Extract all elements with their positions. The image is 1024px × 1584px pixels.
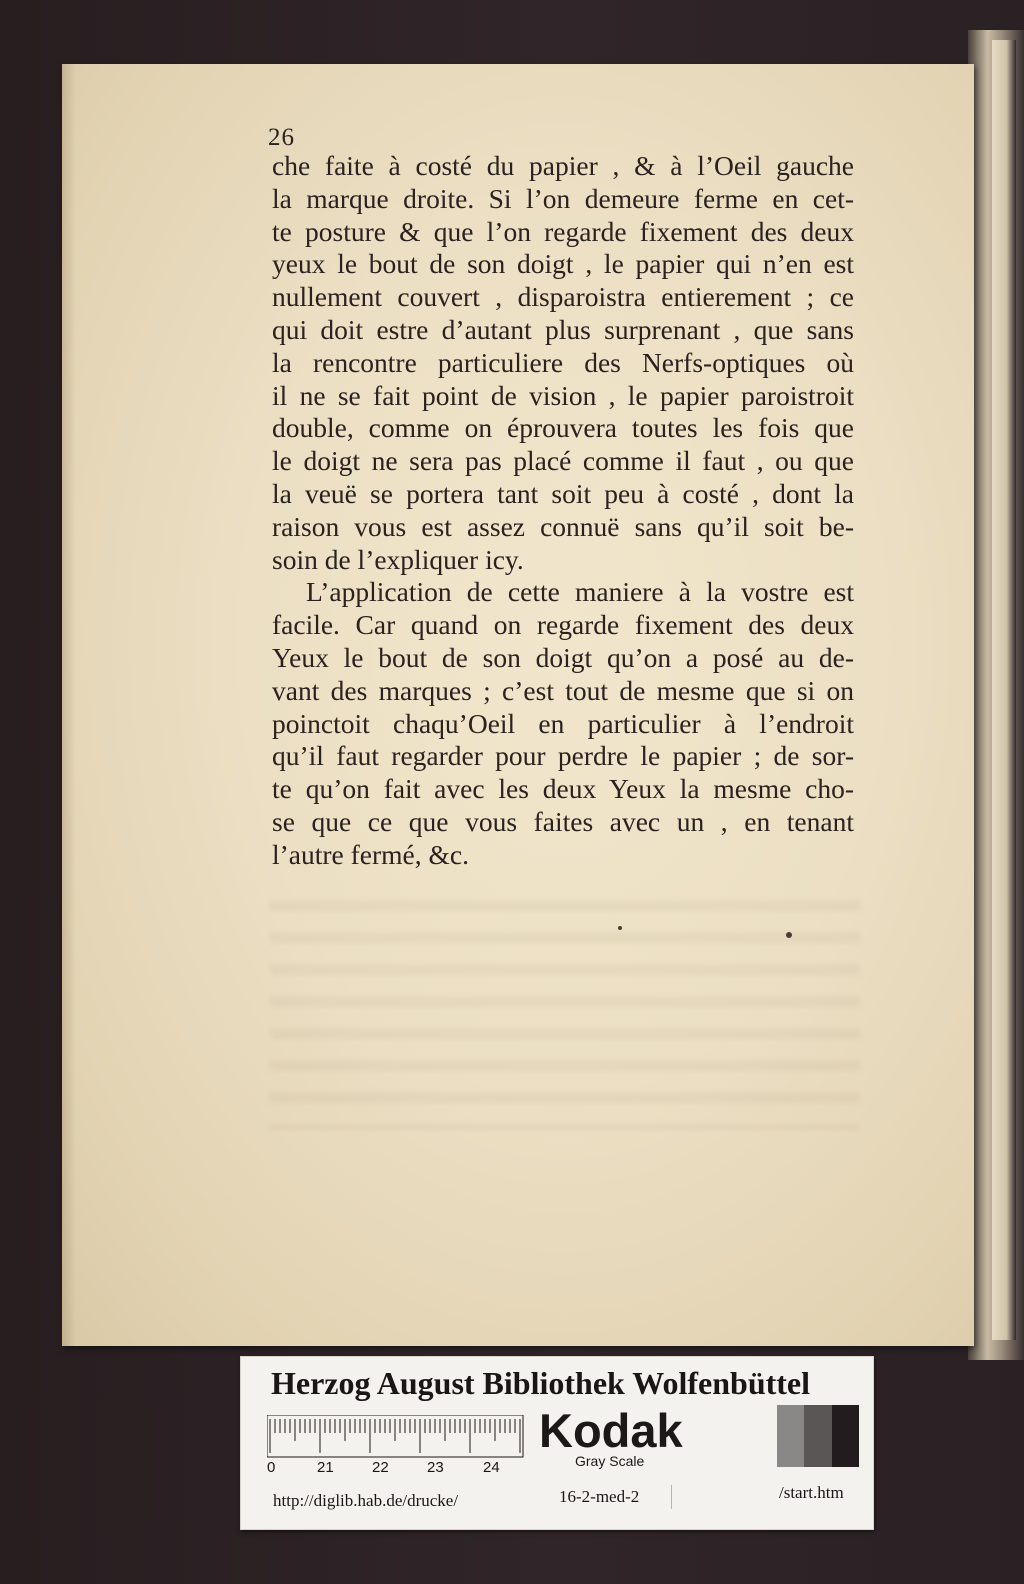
ruler-ticks: [267, 1415, 525, 1459]
text-line: te qu’on fait avec les deux Yeux la mesme cho-: [272, 773, 854, 805]
shelfmark-code: 16-2-med-2: [559, 1487, 640, 1506]
ink-speck: [786, 932, 792, 938]
library-name: Herzog August Bibliothek Wolfenbüttel: [271, 1365, 811, 1401]
text-line: che faite à costé du papier , & à l’Oeil gauche: [272, 150, 854, 181]
kodak-logo: Kodak: [539, 1404, 683, 1457]
gray-scale-swatches: [749, 1405, 859, 1467]
ruler-number: 21: [317, 1459, 334, 1476]
text-line: yeux le bout de son doigt , le papier qui n’en est: [272, 248, 854, 280]
gray-swatch: [832, 1405, 860, 1467]
gray-swatch: [749, 1405, 777, 1467]
text-line: il ne se fait point de vision , le papier paroistroit: [272, 379, 854, 411]
ruler: [267, 1415, 525, 1477]
text-line: soin de l’expliquer icy.: [272, 543, 524, 575]
label-divider: [671, 1485, 672, 1509]
library-label-card: [240, 1356, 874, 1530]
text-line: Yeux le bout de son doigt qu’on a posé au de-: [272, 641, 854, 673]
text-line: te posture & que l’on regarde fixement des deux: [272, 215, 854, 247]
text-line: double, comme on éprouvera toutes les fois que: [272, 412, 854, 444]
library-url: http://diglib.hab.de/drucke/: [273, 1491, 459, 1510]
text-line: la rencontre particuliere des Nerfs-optiques où: [272, 346, 854, 378]
ruler-number: 23: [427, 1459, 444, 1476]
text-line: la marque droite. Si l’on demeure ferme en cet-: [272, 182, 854, 214]
gray-swatch: [777, 1405, 805, 1467]
body-text: [272, 150, 854, 872]
adjacent-page-edge: [992, 40, 1016, 1340]
text-line: la veuë se portera tant soit peu à costé , dont la: [272, 477, 854, 509]
text-line: l’autre fermé, &c.: [272, 838, 469, 870]
page-number: 26: [268, 124, 295, 151]
gray-scale-caption: Gray Scale: [575, 1453, 645, 1469]
ruler-number: 22: [372, 1459, 389, 1476]
ruler-number: 24: [483, 1459, 500, 1476]
ink-speck: [618, 926, 622, 930]
text-line: se que ce que vous faites avec un , en tenant: [272, 805, 854, 837]
gray-swatch: [804, 1405, 832, 1467]
text-line: qu’il faut regarder pour perdre le papier ; de sor-: [272, 740, 854, 772]
text-line: poinctoit chaqu’Oeil en particulier à l’endroit: [272, 707, 854, 739]
text-line: le doigt ne sera pas placé comme il faut , ou que: [272, 445, 854, 477]
text-line: nullement couvert , disparoistra entierement ; ce: [272, 281, 854, 313]
text-line: vant des marques ; c’est tout de mesme que si on: [272, 674, 854, 706]
page-shadow: [62, 64, 76, 1346]
text-line: qui doit estre d’autant plus surprenant , que sans: [272, 313, 854, 345]
show-through-text: [270, 880, 860, 1130]
text-line: raison vous est assez connuë sans qu’il soit be-: [272, 510, 854, 542]
paragraph-start-line: L’application de cette maniere à la vostre est: [306, 576, 854, 608]
ruler-number: 0: [267, 1459, 276, 1476]
text-line: facile. Car quand on regarde fixement des deux: [272, 609, 854, 641]
start-path: /start.htm: [779, 1483, 844, 1502]
